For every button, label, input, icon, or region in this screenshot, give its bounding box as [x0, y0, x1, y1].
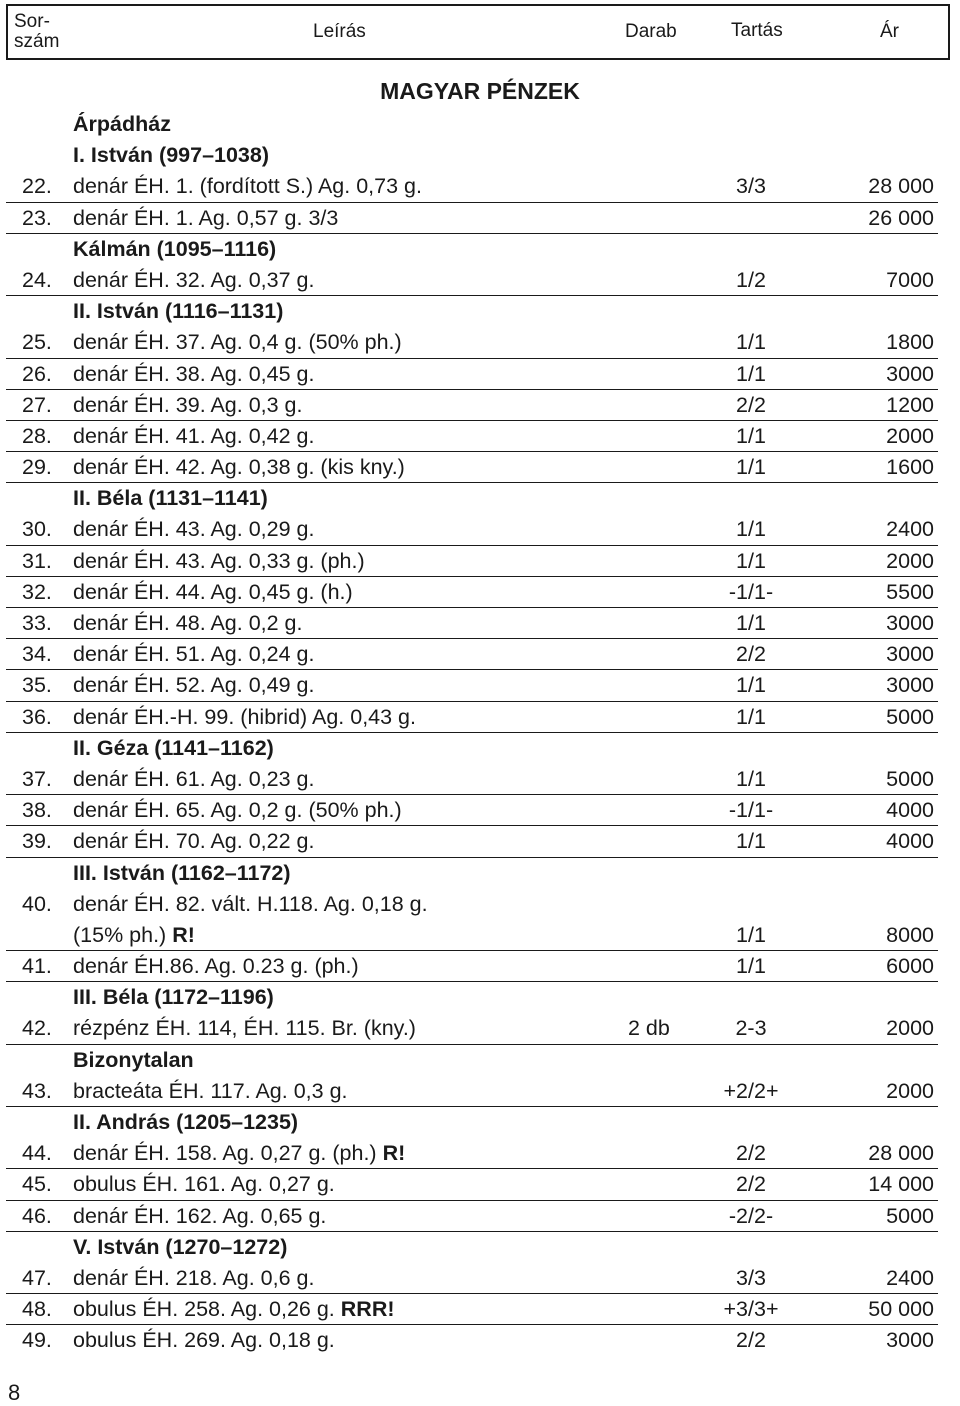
table-row [0, 920, 960, 951]
row-description-text: denár ÉH.-H. 99. (hibrid) Ag. 0,43 g. [73, 704, 416, 729]
row-description-text: denár ÉH. 52. Ag. 0,49 g. [73, 673, 315, 698]
ruler-heading: II. András (1205–1235) [73, 1110, 299, 1134]
row-description [73, 1294, 395, 1325]
row-number: 43. [22, 1078, 52, 1103]
ruler-heading-row [0, 982, 960, 1013]
rarity-mark: R! [382, 1141, 406, 1166]
row-price: 5000 [886, 704, 934, 729]
row-price: 28 000 [868, 1141, 934, 1166]
table-row [0, 1325, 960, 1356]
row-price: 2000 [886, 1078, 934, 1103]
row-description [73, 203, 338, 234]
table-row [0, 390, 960, 421]
row-number: 25. [22, 330, 52, 355]
row-number: 35. [22, 673, 52, 698]
row-price: 3000 [886, 611, 934, 635]
table-row [0, 546, 960, 577]
row-price: 3000 [886, 1328, 934, 1353]
ruler-heading-row [0, 140, 960, 171]
row-price: 5000 [886, 766, 934, 791]
row-number: 37. [22, 766, 52, 791]
row-number: 48. [22, 1297, 52, 1322]
row-condition: 1/1 [736, 922, 766, 947]
row-description-text: denár ÉH. 61. Ag. 0,23 g. [73, 766, 315, 791]
ruler-heading-row [0, 109, 960, 140]
row-condition: 1/1 [736, 673, 766, 698]
row-price: 50 000 [868, 1297, 934, 1322]
row-condition: 2/2 [736, 392, 766, 417]
row-condition: 1/1 [736, 361, 766, 386]
row-description-text: denár ÉH. 1. Ag. 0,57 g. 3/3 [73, 205, 339, 230]
row-condition: 1/1 [736, 517, 766, 542]
row-description [73, 608, 303, 639]
row-description [73, 359, 314, 390]
row-condition: -1/1- [728, 798, 774, 823]
ruler-heading: III. Béla (1172–1196) [73, 985, 274, 1010]
row-description-text: bracteáta ÉH. 117. Ag. 0,3 g. [73, 1078, 348, 1103]
row-description-text: denár ÉH. 38. Ag. 0,45 g. [73, 361, 315, 386]
row-price: 1600 [886, 455, 934, 480]
table-row [0, 889, 960, 920]
row-price: 8000 [886, 922, 934, 947]
row-number: 47. [22, 1265, 52, 1290]
row-price: 3000 [886, 361, 934, 386]
row-number: 31. [22, 548, 52, 573]
row-number: 40. [22, 891, 52, 916]
row-condition: 1/2 [736, 267, 766, 292]
row-price: 4000 [886, 829, 934, 854]
row-description [73, 1325, 335, 1356]
column-header-price: Ár [880, 21, 899, 42]
row-description [73, 764, 314, 795]
ruler-heading: II. István (1116–1131) [73, 299, 284, 324]
row-description [73, 1263, 314, 1294]
row-condition: 1/1 [736, 829, 766, 854]
row-condition: 3/3 [736, 174, 766, 199]
row-description-text: denár ÉH. 43. Ag. 0,33 g. (ph.) [73, 548, 365, 573]
row-price: 28 000 [868, 174, 934, 199]
page-number: 8 [8, 1380, 21, 1405]
row-description-text: denár ÉH. 1. (fordított S.) Ag. 0,73 g. [73, 174, 422, 199]
section-title: MAGYAR PÉNZEK [380, 78, 580, 104]
row-description [73, 421, 314, 452]
column-header-condition: Tartás [731, 20, 783, 41]
row-description-text: denár ÉH. 218. Ag. 0,6 g. [73, 1265, 315, 1290]
row-description-text: denár ÉH. 65. Ag. 0,2 g. (50% ph.) [73, 798, 402, 823]
row-description [73, 265, 314, 296]
row-price: 26 000 [868, 205, 934, 230]
row-number: 28. [22, 423, 52, 448]
row-description-text: denár ÉH. 70. Ag. 0,22 g. [73, 829, 315, 854]
row-description [73, 1013, 416, 1044]
row-price: 4000 [886, 798, 934, 823]
table-row [0, 359, 960, 390]
row-number: 34. [22, 642, 52, 667]
table-row [0, 1294, 960, 1325]
ruler-heading-row [0, 858, 960, 889]
ruler-heading: Bizonytalan [73, 1047, 194, 1072]
row-description [73, 702, 416, 733]
ruler-heading-row [0, 1107, 960, 1138]
row-price: 2000 [886, 548, 934, 573]
row-description [73, 514, 314, 545]
ruler-heading-row [0, 234, 960, 265]
ruler-heading: I. István (997–1038) [73, 143, 270, 168]
column-header-number-line1: Sor- [14, 11, 50, 32]
row-description-text: rézpénz ÉH. 114, ÉH. 115. Br. (kny.) [73, 1016, 416, 1041]
row-number: 46. [22, 1203, 52, 1228]
column-header-number [14, 12, 84, 52]
row-condition: 2/2 [736, 642, 766, 667]
row-description [73, 1201, 326, 1232]
row-number: 42. [22, 1016, 52, 1041]
row-description [73, 639, 314, 670]
table-row [0, 1138, 960, 1169]
row-price: 2400 [886, 517, 934, 542]
row-description-text: obulus ÉH. 258. Ag. 0,26 g. [73, 1297, 335, 1322]
row-condition: +2/2+ [723, 1078, 779, 1103]
row-description [73, 577, 353, 608]
row-price: 7000 [886, 267, 934, 292]
row-price: 5500 [886, 579, 934, 604]
row-description-text: denár ÉH. 44. Ag. 0,45 g. (h.) [73, 579, 353, 604]
rarity-mark: RRR! [340, 1297, 395, 1322]
ruler-heading: Árpádház [73, 112, 171, 136]
column-header-description: Leírás [313, 21, 366, 42]
row-condition: 1/1 [736, 423, 766, 448]
row-description [73, 546, 365, 577]
row-description-text: denár ÉH. 162. Ag. 0,65 g. [73, 1203, 327, 1228]
row-condition: 3/3 [736, 1265, 766, 1290]
table-row [0, 1076, 960, 1107]
row-description-text: denár ÉH. 32. Ag. 0,37 g. [73, 267, 315, 292]
row-price: 2400 [886, 1265, 934, 1290]
table-row [0, 514, 960, 545]
table-row [0, 1201, 960, 1232]
table-row [0, 1013, 960, 1044]
row-description-text: denár ÉH. 158. Ag. 0,27 g. (ph.) [73, 1141, 377, 1166]
row-number: 41. [22, 954, 52, 979]
row-description [73, 826, 314, 857]
catalog-list [0, 109, 960, 1357]
table-row [0, 171, 960, 202]
row-condition: 2/2 [736, 1172, 766, 1197]
row-price: 1800 [886, 330, 934, 355]
ruler-heading: Kálmán (1095–1116) [73, 236, 277, 261]
row-number: 49. [22, 1328, 52, 1353]
row-condition: -2/2- [728, 1203, 774, 1228]
row-condition: 1/1 [736, 548, 766, 573]
row-number: 39. [22, 829, 52, 854]
table-row [0, 639, 960, 670]
row-description [73, 1169, 335, 1200]
table-row [0, 421, 960, 452]
row-number: 24. [22, 267, 52, 292]
table-row [0, 764, 960, 795]
table-row [0, 1263, 960, 1294]
ruler-heading: III. István (1162–1172) [73, 860, 291, 885]
row-description-text: obulus ÉH. 269. Ag. 0,18 g. [73, 1328, 335, 1353]
row-description [73, 327, 402, 358]
row-description-text: denár ÉH. 37. Ag. 0,4 g. (50% ph.) [73, 330, 402, 355]
row-price: 2000 [886, 1016, 934, 1041]
row-description [73, 171, 422, 202]
row-number: 44. [22, 1141, 52, 1166]
row-price: 1200 [886, 392, 934, 417]
row-number: 32. [22, 579, 52, 604]
table-row [0, 608, 960, 639]
row-number: 22. [22, 174, 52, 199]
ruler-heading: V. István (1270–1272) [73, 1234, 288, 1259]
row-description-text: (15% ph.) [73, 922, 167, 947]
column-header-quantity: Darab [625, 21, 677, 42]
row-number: 27. [22, 392, 52, 417]
table-row [0, 265, 960, 296]
table-row [0, 327, 960, 358]
ruler-heading-row [0, 1232, 960, 1263]
row-description-text: denár ÉH. 43. Ag. 0,29 g. [73, 517, 315, 542]
row-description [73, 670, 314, 701]
row-price: 3000 [886, 673, 934, 698]
row-number: 36. [22, 704, 52, 729]
ruler-heading-row [0, 1045, 960, 1076]
table-row [0, 452, 960, 483]
row-condition: 2/2 [736, 1141, 766, 1166]
row-description-text: denár ÉH. 82. vált. H.118. Ag. 0,18 g. [73, 891, 428, 916]
row-price: 6000 [886, 954, 934, 979]
ruler-heading-row [0, 296, 960, 327]
row-number: 38. [22, 798, 52, 823]
row-condition: 1/1 [736, 766, 766, 791]
row-condition: 1/1 [736, 704, 766, 729]
row-description-text: denár ÉH. 51. Ag. 0,24 g. [73, 642, 315, 667]
row-description-text: denár ÉH. 48. Ag. 0,2 g. [73, 611, 303, 635]
row-description [73, 1138, 405, 1169]
row-description-text: denár ÉH. 42. Ag. 0,38 g. (kis kny.) [73, 455, 405, 480]
table-row [0, 670, 960, 701]
row-condition: 1/1 [736, 455, 766, 480]
row-description [73, 951, 359, 982]
row-description [73, 390, 303, 421]
row-quantity: 2 db [628, 1016, 670, 1041]
row-description-text: denár ÉH. 39. Ag. 0,3 g. [73, 392, 303, 417]
row-description [73, 920, 195, 951]
table-row [0, 702, 960, 733]
row-description-text: denár ÉH.86. Ag. 0.23 g. (ph.) [73, 954, 359, 979]
ruler-heading: II. Géza (1141–1162) [73, 735, 274, 760]
table-row [0, 826, 960, 857]
ruler-heading: II. Béla (1131–1141) [73, 486, 268, 511]
row-price: 3000 [886, 642, 934, 667]
ruler-heading-row [0, 733, 960, 764]
row-number: 45. [22, 1172, 52, 1197]
row-description-text: obulus ÉH. 161. Ag. 0,27 g. [73, 1172, 335, 1197]
row-number: 30. [22, 517, 52, 542]
table-row [0, 1169, 960, 1200]
rarity-mark: R! [172, 922, 195, 947]
row-condition: +3/3+ [723, 1297, 779, 1322]
row-description [73, 1076, 348, 1107]
row-condition: 2-3 [735, 1016, 767, 1041]
row-condition: -1/1- [728, 579, 774, 604]
table-row [0, 951, 960, 982]
row-condition: 1/1 [736, 954, 766, 979]
row-price: 5000 [886, 1203, 934, 1228]
row-description [73, 452, 405, 483]
row-number: 26. [22, 361, 52, 386]
row-description [73, 889, 428, 920]
row-description [73, 795, 402, 826]
row-number: 33. [22, 611, 52, 635]
table-row [0, 203, 960, 234]
row-price: 2000 [886, 423, 934, 448]
row-number: 23. [22, 205, 52, 230]
ruler-heading-row [0, 483, 960, 514]
row-condition: 1/1 [736, 611, 766, 635]
column-header-number-line2: szám [14, 31, 60, 52]
row-condition: 2/2 [736, 1328, 766, 1353]
row-description-text: denár ÉH. 41. Ag. 0,42 g. [73, 423, 315, 448]
row-number: 29. [22, 455, 52, 480]
table-header [6, 4, 950, 60]
table-row [0, 795, 960, 826]
row-price: 14 000 [868, 1172, 934, 1197]
table-row [0, 577, 960, 608]
row-condition: 1/1 [736, 330, 766, 355]
